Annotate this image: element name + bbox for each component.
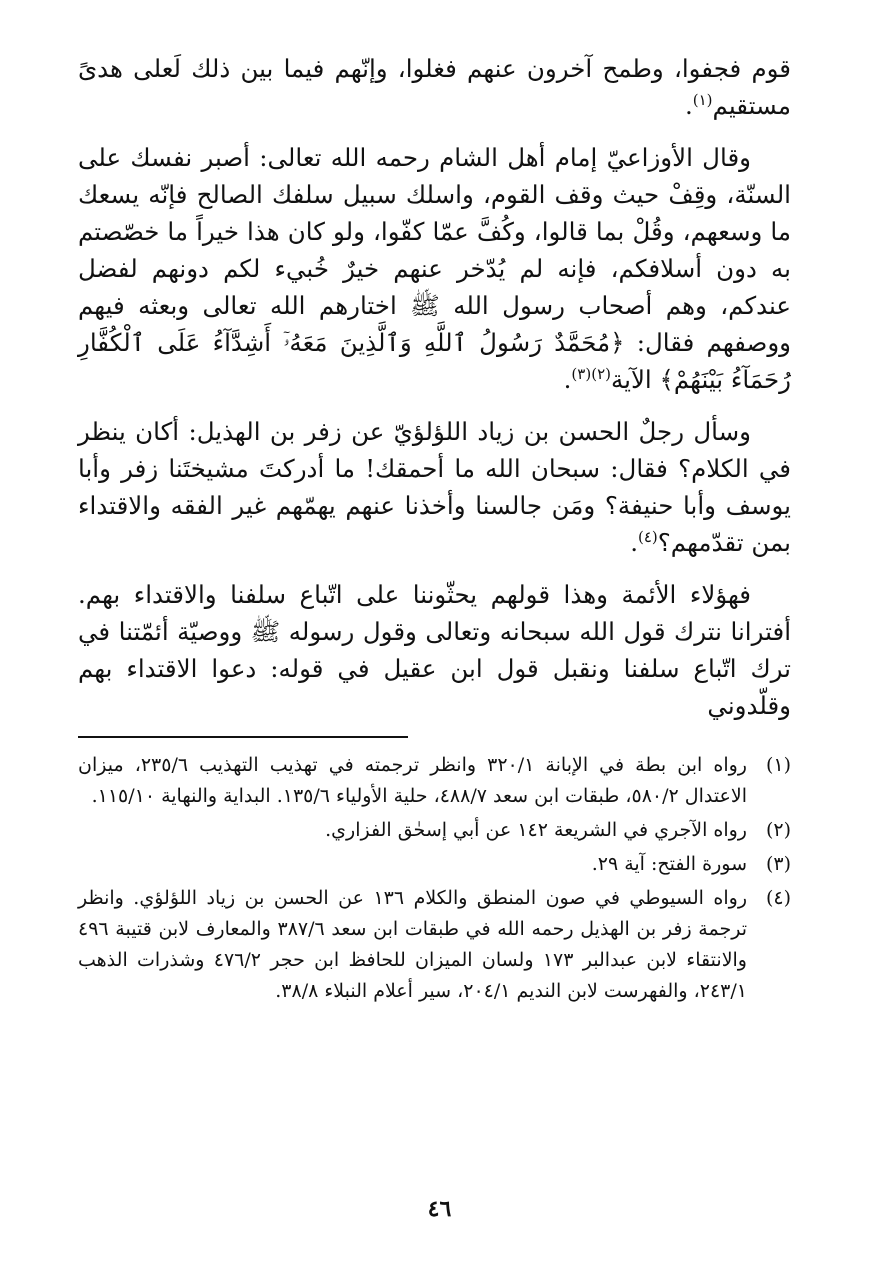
paragraph-3-text: وسأل رجلٌ الحسن بن زياد اللؤلؤيّ عن زفر بن الهذيل: أكان ينظر في الكلام؟ فقال: سبحان الله ما أحمقك! ما أدركتَ مشيختَنا زفر وأبا يوسف وأبا حنيفة؟ ومَن جالسنا وأخذنا عنهم يهمّهم غير الفقه والاقتداء بمن تقدّمهم؟	[78, 417, 791, 557]
footnote-separator	[78, 736, 408, 738]
footnote-text: رواه السيوطي في صون المنطق والكلام ١٣٦ عن الحسن بن زياد اللؤلؤي. وانظر ترجمة زفر بن الهذيل رحمه الله في طبقات ابن سعد ٣٨٧/٦ والمعارف لابن قتيبة ٤٩٦ والانتقاء لابن عبدالبر ١٧٣ ولسان الميزان للحافظ ابن حجر ٤٧٦/٢ وشذرات الذهب ٢٤٣/١، والفهرست لابن النديم ٢٠٤/١، سير أعلام النبلاء ٣٨/٨.	[78, 887, 747, 1002]
footnotes	[78, 750, 791, 1007]
paragraph-3-end: .	[630, 528, 638, 557]
paragraph-2-end: .	[563, 365, 572, 394]
footnote-4	[78, 883, 791, 1007]
footnote-text: رواه الآجري في الشريعة ١٤٢ عن أبي إسحٰق الفزاري.	[325, 819, 747, 841]
paragraph-3	[78, 413, 791, 561]
paragraph-1-text: قوم فجفوا، وطمح آخرون عنهم فغلوا، وإنّهم فيما بين ذلك لَعلى هدىً مستقيم	[78, 54, 791, 120]
footnote-number: (٢)	[765, 819, 791, 841]
footnote-text: رواه ابن بطة في الإبانة ٣٢٠/١ وانظر ترجمته في تهذيب التهذيب ٢٣٥/٦، ميزان الاعتدال ٥٨٠/٢، طبقات ابن سعد ٤٨٨/٧، حلية الأولياء ١٣٥/٦. البداية والنهاية ١١٥/١٠.	[78, 754, 747, 807]
page-number: ٤٦	[427, 1196, 452, 1222]
footnote-3	[78, 849, 791, 880]
footnote-number: (١)	[765, 754, 791, 776]
footnote-ref-2-3[interactable]: (٢)(٣)	[571, 364, 611, 383]
footnote-ref-1[interactable]: (١)	[692, 90, 713, 109]
paragraph-1	[78, 50, 791, 124]
paragraph-4	[78, 576, 791, 724]
paragraph-1-end: .	[684, 91, 693, 120]
main-text	[78, 50, 791, 724]
footnote-text: سورة الفتح: آية ٢٩.	[591, 853, 747, 875]
footnote-number: (٣)	[765, 853, 791, 875]
footnote-ref-4[interactable]: (٤)	[638, 527, 658, 546]
footnote-1	[78, 750, 791, 812]
paragraph-2	[78, 139, 791, 398]
quran-verse: ﴿مُحَمَّدٌ رَسُولُ ٱللَّهِ وَٱلَّذِينَ مَعَهُۥٓ أَشِدَّآءُ عَلَى ٱلْكُفَّارِ رُحَمَآءُ بَيْنَهُمْ﴾	[78, 328, 791, 394]
footnote-2	[78, 815, 791, 846]
footnote-number: (٤)	[765, 887, 791, 909]
paragraph-2-text: وقال الأوزاعيّ إمام أهل الشام رحمه الله تعالى: أصبر نفسك على السنّة، وقِفْ حيث وقف القوم، واسلك سبيل سلفك الصالح فإنّه يسعك ما وسعهم، وقُلْ بما قالوا، وكُفَّ عمّا كفّوا، ولو كان هذا خيراً ما خصّصتم به دون أسلافكم، فإنه لم يُدّخر عنهم خيرٌ خُبيء لكم دونهم لفضل عندكم، وهم أصحاب رسول الله ﷺ اختارهم الله تعالى وبعثه فيهم ووصفهم فقال:	[78, 143, 791, 357]
paragraph-2-after-verse: الآية	[610, 365, 652, 394]
footnote-separator-wrap	[78, 724, 791, 750]
paragraph-4-text: فهؤلاء الأئمة وهذا قولهم يحثّوننا على اتّباع سلفنا والاقتداء بهم. أفترانا نترك قول الله سبحانه وتعالى وقول رسوله ﷺ ووصيّة أئمّتنا في ترك اتّباع سلفنا ونقبل قول ابن عقيل في قوله: دعوا الاقتداء بهم وقلّدوني	[78, 580, 791, 720]
